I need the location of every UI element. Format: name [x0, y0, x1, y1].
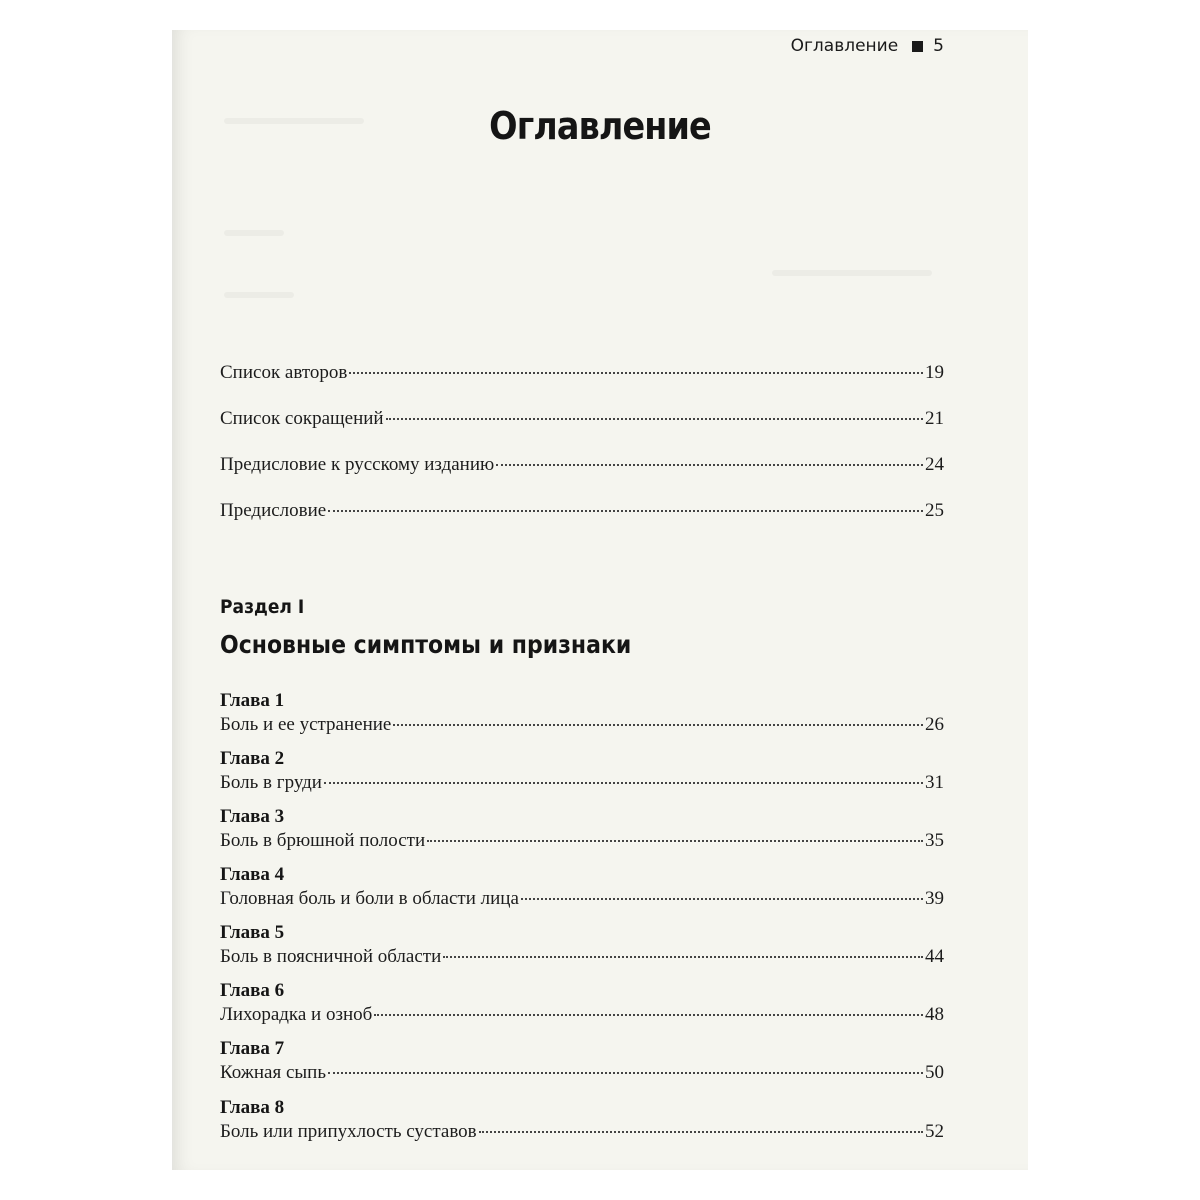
toc-entry-page: 44 — [925, 946, 944, 967]
book-page — [172, 30, 1028, 1170]
toc-entry-label: Боль или припухлость суставов — [220, 1121, 477, 1142]
toc-entry-page: 50 — [925, 1062, 944, 1083]
toc-entry[interactable] — [220, 888, 944, 910]
section-label: Раздел I — [220, 596, 305, 618]
running-head — [791, 36, 944, 56]
toc-entry-label: Список сокращений — [220, 408, 384, 429]
toc-entry[interactable] — [220, 772, 944, 794]
dot-leader — [479, 1131, 923, 1133]
toc-entry[interactable] — [220, 946, 944, 968]
toc-entry-page: 39 — [925, 888, 944, 909]
toc-entry[interactable] — [220, 408, 944, 430]
dot-leader — [521, 898, 923, 900]
toc-entry-page: 35 — [925, 830, 944, 851]
page-title: Оглавление — [489, 104, 711, 148]
dot-leader — [393, 724, 923, 726]
toc-entry-label: Боль и ее устранение — [220, 714, 392, 735]
chapter-heading: Глава 6 — [220, 980, 285, 1001]
bleed-through-mark — [224, 230, 284, 236]
chapter-heading: Глава 2 — [220, 748, 285, 769]
toc-entry-label: Список авторов — [220, 362, 348, 383]
dot-leader — [349, 372, 923, 374]
dot-leader — [374, 1014, 923, 1016]
bleed-through-mark — [224, 292, 294, 298]
toc-entry-label: Предисловие к русскому изданию — [220, 454, 495, 475]
toc-entry-label: Кожная сыпь — [220, 1062, 327, 1083]
chapter-heading: Глава 1 — [220, 690, 285, 711]
toc-entry-label: Предисловие — [220, 500, 327, 521]
toc-entry-page: 48 — [925, 1004, 944, 1025]
toc-entry-page: 26 — [925, 714, 944, 735]
toc-entry[interactable] — [220, 1062, 944, 1084]
toc-entry[interactable] — [220, 714, 944, 736]
toc-entry-label: Лихорадка и озноб — [220, 1004, 373, 1025]
toc-entry-label: Боль в груди — [220, 772, 322, 793]
running-head-page-number: 5 — [933, 36, 944, 56]
dot-leader — [443, 956, 923, 958]
dot-leader — [324, 782, 923, 784]
toc-entry[interactable] — [220, 500, 944, 522]
toc-entry-label: Боль в поясничной области — [220, 946, 442, 967]
chapter-heading: Глава 8 — [220, 1097, 285, 1118]
toc-entry-page: 21 — [925, 408, 944, 429]
dot-leader — [328, 1072, 923, 1074]
chapter-heading: Глава 7 — [220, 1038, 285, 1059]
toc-entry-page: 31 — [925, 772, 944, 793]
dot-leader — [427, 840, 923, 842]
toc-entry[interactable] — [220, 1004, 944, 1026]
toc-entry-label: Головная боль и боли в области лица — [220, 888, 519, 909]
dot-leader — [496, 464, 923, 466]
chapter-heading: Глава 5 — [220, 922, 285, 943]
toc-entry[interactable] — [220, 830, 944, 852]
toc-entry-page: 24 — [925, 454, 944, 475]
chapter-heading: Глава 4 — [220, 864, 285, 885]
toc-entry[interactable] — [220, 1121, 944, 1143]
square-bullet-icon — [912, 41, 923, 52]
toc-entry-page: 19 — [925, 362, 944, 383]
toc-entry[interactable] — [220, 362, 944, 384]
toc-entry-label: Боль в брюшной полости — [220, 830, 426, 851]
section-title: Основные симптомы и признаки — [220, 630, 632, 659]
toc-entry[interactable] — [220, 454, 944, 476]
chapter-heading: Глава 3 — [220, 806, 285, 827]
bleed-through-mark — [772, 270, 932, 276]
toc-entry-page: 52 — [925, 1121, 944, 1142]
toc-entry-page: 25 — [925, 500, 944, 521]
dot-leader — [386, 418, 923, 420]
dot-leader — [328, 510, 923, 512]
running-head-title: Оглавление — [790, 36, 899, 56]
